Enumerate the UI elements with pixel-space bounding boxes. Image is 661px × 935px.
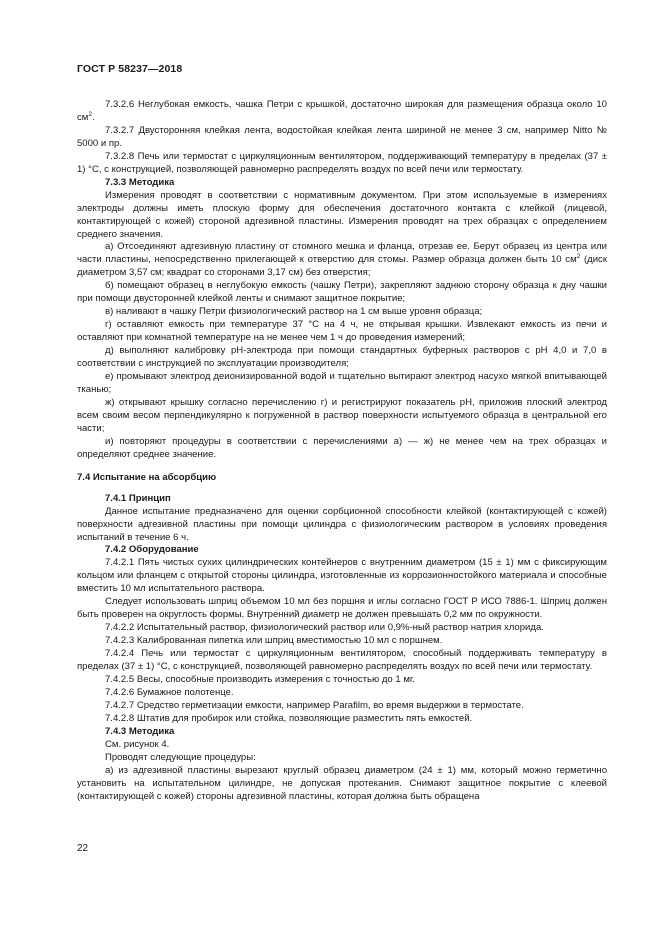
paragraph <box>77 125 607 151</box>
paragraph <box>77 190 607 242</box>
paragraph-text: 7.3.2.8 Печь или термостат с циркуляционным вентилятором, поддерживающий температуру в пределах (37 ± 1) °С, с конструкцией, позволяющей равномерно распределять воздух по всей печи или термостату. <box>77 150 607 175</box>
paragraph-text: 7.3.2.7 Двусторонняя клейкая лента, водостойкая клейкая лента шириной не менее 3 см, например Nitto № 5000 и пр. <box>77 124 607 149</box>
paragraph <box>77 635 607 648</box>
section-heading <box>77 544 607 557</box>
paragraph-text: 7.3.3 Методика <box>105 176 175 188</box>
paragraph <box>77 241 607 280</box>
paragraph-text: ж) открывают крышку согласно перечислению г) и регистрируют показатель pH, приложив плоский электрод всем своим весом перпендикулярно к погруженной в раствор поверхности испытуемого образца в центральной его части; <box>77 396 607 434</box>
paragraph <box>77 151 607 177</box>
paragraph-text: 7.3.2.6 Неглубокая емкость, чашка Петри с крышкой, достаточно широкая для размещения образца около 10 см <box>77 99 607 123</box>
superscript: 2 <box>88 110 92 118</box>
paragraph-text: б) помещают образец в неглубокую емкость (чашку Петри), закрепляют заднюю сторону образца к дну чашки при помощи двусторонней клейкой ленты и снимают защитное покрытие; <box>77 280 607 305</box>
page-number: 22 <box>77 843 89 854</box>
paragraph-text: 7.4.2.3 Калиброванная пипетка или шприц вместимостью 10 мл с поршнем. <box>105 635 443 647</box>
section-heading <box>77 177 607 190</box>
paragraph-text: в) наливают в чашку Петри физиологический раствор на 1 см выше уровня образца; <box>105 306 483 318</box>
paragraph-text: 7.4 Испытание на абсорбцию <box>77 471 217 483</box>
paragraph-text: 7.4.2.7 Средство герметизации емкости, например Parafilm, во время выдержки в термостате. <box>105 699 524 711</box>
paragraph <box>77 765 607 804</box>
paragraph <box>77 622 607 635</box>
section-heading <box>77 493 607 506</box>
paragraph-text: 7.4.3 Методика <box>105 725 175 737</box>
paragraph-text: а) Отсоединяют адгезивную пластину от стомного мешка и фланца, отрезав ее. Берут образец из центра или части пластины, непосредственно прилегающей к отверстию для стомы. Размер образца должен быть 10 см <box>77 241 607 266</box>
paragraph-text: Измерения проводят в соответствии с нормативным документом. При этом используемые в измерениях электроды должны иметь плоскую форму для обеспечения достаточного контакта с клейкой (лицевой, контактирующей с кожей) стороной адгезивной пластины. Измерения проводят на трех образцах с определением среднего значения. <box>77 189 607 240</box>
paragraph <box>77 713 607 726</box>
paragraph-text: См. рисунок 4. <box>105 738 170 750</box>
paragraph <box>77 306 607 319</box>
document-header-code: ГОСТ Р 58237—2018 <box>77 63 183 75</box>
paragraph-text-tail: (диск диаметром 3,57 см; квадрат со сторонами 3,17 см) без отверстия; <box>77 254 608 279</box>
paragraph <box>77 280 607 306</box>
section-heading <box>77 726 607 739</box>
paragraph <box>77 687 607 700</box>
paragraph-text: Следует использовать шприц объемом 10 мл без поршня и иглы согласно ГОСТ Р ИСО 7886-1. Шприц должен быть проверен на округлость формы. Внутренний диаметр не должен превышать 0,2 мм по окружности. <box>77 596 607 621</box>
paragraph <box>77 436 607 462</box>
superscript: 2 <box>576 253 581 261</box>
paragraph <box>77 596 607 622</box>
paragraph <box>77 506 607 545</box>
paragraph-text: 7.4.2.2 Испытательный раствор, физиологический раствор или 0,9%-ный раствор натрия хлорида. <box>105 622 544 634</box>
paragraph-text: 7.4.2.8 Штатив для пробирок или стойка, позволяющие разместить пять емкостей. <box>105 712 473 724</box>
paragraph <box>77 345 607 371</box>
paragraph <box>77 700 607 713</box>
paragraph-text: а) из адгезивной пластины вырезают круглый образец диаметром (24 ± 1) мм, который можно герметично установить на испытательном цилиндре, не допуская протекания. Снимают защитное покрытие с клеевой (контактирующей с кожей) стороны адгезивной пластины, которая должна быть обращена <box>77 764 607 802</box>
paragraph-text: 7.4.2.5 Весы, способные производить измерения с точностью до 1 мг. <box>105 673 415 685</box>
paragraph <box>77 319 607 345</box>
paragraph <box>77 397 607 436</box>
paragraph <box>77 557 607 596</box>
paragraph <box>77 648 607 674</box>
paragraph <box>77 752 607 765</box>
paragraph-text: Проводят следующие процедуры: <box>105 751 256 763</box>
paragraph-text: и) повторяют процедуры в соответствии с перечислениями а) — ж) не менее чем на трех образцах и определяют среднее значение. <box>77 435 607 460</box>
paragraph-text: 7.4.1 Принцип <box>105 492 171 504</box>
paragraph-text: 7.4.2.1 Пять чистых сухих цилиндрических контейнеров с внутренним диаметром (15 ± 1) мм с фиксирующим кольцом или фланцем с открытой стороны цилиндра, изготовленные из коррозионностойкого материала и способные вместить 10 мл испытательного раствора. <box>77 557 607 595</box>
paragraph-text: Данное испытание предназначено для оценки сорбционной способности клейкой (контактирующей с кожей) поверхности адгезивной пластины при помощи цилиндра с физиологическим раствором в условиях проведения испытаний в течение 6 ч. <box>77 505 607 543</box>
paragraph-text: д) выполняют калибровку pH-электрода при помощи стандартных буферных растворов с pH 4,0 и 7,0 в соответствии с инструкцией по эксплуатации производителя; <box>77 345 607 370</box>
paragraph-text: 7.4.2 Оборудование <box>105 544 199 556</box>
section-heading <box>77 472 607 485</box>
paragraph-text: 7.4.2.6 Бумажное полотенце. <box>105 686 234 698</box>
paragraph <box>77 674 607 687</box>
paragraph <box>77 371 607 397</box>
paragraph-text: 7.4.2.4 Печь или термостат с циркуляционным вентилятором, способный поддерживать температуру в пределах (37 ± 1) °С, с конструкцией, позволяющей равномерно распределять воздух по всей печи или термостату. <box>77 648 607 673</box>
paragraph <box>77 739 607 752</box>
document-body <box>77 99 607 804</box>
paragraph-text-tail: . <box>91 111 95 123</box>
paragraph <box>77 99 607 125</box>
paragraph-text: г) оставляют емкость при температуре 37 °С на 4 ч, не открывая крышки. Извлекают емкость из печи и оставляют при комнатной температуре на не менее чем 1 ч до проведения измерений; <box>77 319 607 344</box>
paragraph-text: е) промывают электрод деионизированной водой и тщательно вытирают электрод насухо мягкой впитывающей тканью; <box>77 371 607 395</box>
